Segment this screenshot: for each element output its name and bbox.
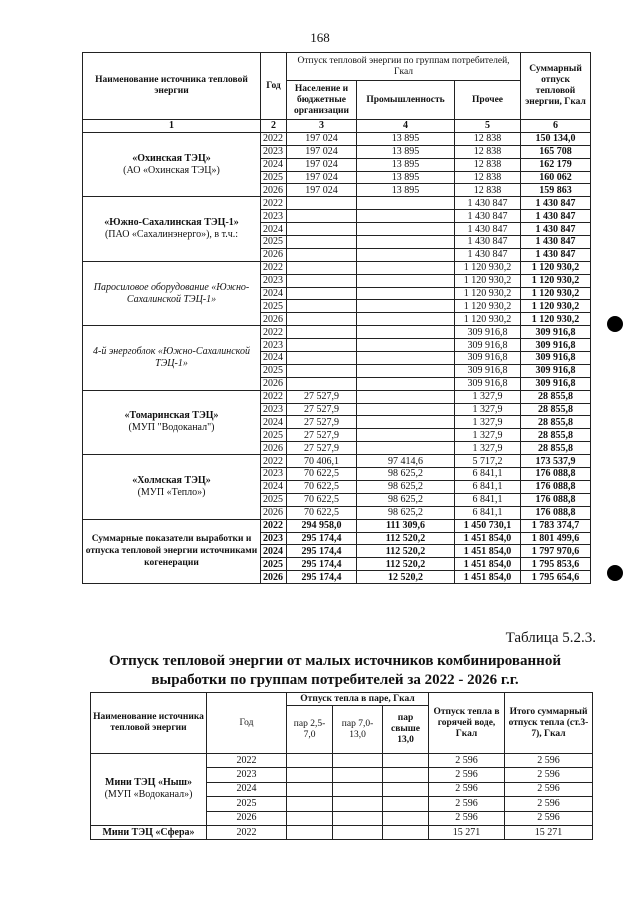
table-row [83,326,591,339]
industry-cell: 13 895 [357,145,455,158]
steam-c-cell [383,825,429,839]
industry-cell [357,313,455,326]
industry-cell: 98 625,2 [357,480,455,493]
year-cell: 2026 [261,442,287,455]
year-cell: 2024 [207,782,287,796]
source-name-cell [91,825,207,839]
total-cell: 2 596 [505,768,593,782]
other-cell: 1 451 854,0 [455,545,521,558]
population-cell: 197 024 [287,158,357,171]
total-cell: 1 120 930,2 [521,300,591,313]
other-cell: 309 916,8 [455,364,521,377]
total-cell: 160 062 [521,171,591,184]
source-subtitle: (МУП "Водоканал") [128,422,215,434]
other-cell: 1 120 930,2 [455,287,521,300]
total-cell: 2 596 [505,811,593,825]
total-cell: 15 271 [505,825,593,839]
population-cell: 197 024 [287,171,357,184]
source-name-cell [83,197,261,261]
total-cell: 162 179 [521,158,591,171]
year-cell: 2026 [207,811,287,825]
population-cell [287,313,357,326]
source-title: «Охинская ТЭЦ» [132,152,211,164]
total-cell: 1 430 847 [521,197,591,210]
total-cell: 165 708 [521,145,591,158]
total-cell: 1 120 930,2 [521,274,591,287]
industry-cell [357,210,455,223]
population-cell [287,210,357,223]
industry-cell [357,416,455,429]
other-cell: 12 838 [455,145,521,158]
industry-cell: 98 625,2 [357,468,455,481]
total-cell: 1 783 374,7 [521,519,591,532]
hot-water-cell: 2 596 [429,811,505,825]
industry-cell: 97 414,6 [357,455,455,468]
other-cell: 1 430 847 [455,223,521,236]
year-cell: 2025 [261,558,287,571]
other-cell: 1 327,9 [455,390,521,403]
population-cell: 27 527,9 [287,442,357,455]
population-cell: 70 406,1 [287,455,357,468]
hot-water-cell: 2 596 [429,782,505,796]
total-cell: 1 120 930,2 [521,261,591,274]
source-subtitle: (МУП «Тепло») [137,486,206,498]
col-index: 1 [83,120,261,133]
col-index: 2 [261,120,287,133]
year-cell: 2024 [261,545,287,558]
other-cell: 12 838 [455,132,521,145]
table-row [83,390,591,403]
steam-c-cell [383,811,429,825]
steam-a-cell [287,768,333,782]
other-cell: 309 916,8 [455,339,521,352]
population-cell [287,236,357,249]
total-cell: 28 855,8 [521,429,591,442]
header-source: Наименование источника тепловой энергии [91,693,207,754]
source-name-cell [83,519,261,583]
industry-cell: 98 625,2 [357,493,455,506]
source-subtitle: (ПАО «Сахалинэнерго»), в т.ч.: [104,229,239,241]
table-row [83,519,591,532]
header-population: Население и бюджетные организации [287,81,357,120]
other-cell: 12 838 [455,171,521,184]
industry-cell: 12 520,2 [357,571,455,584]
steam-a-cell [287,825,333,839]
total-cell: 150 134,0 [521,132,591,145]
population-cell [287,326,357,339]
table-caption-title: Отпуск тепловой энергии от малых источников комбинированной выработки по группам потребителей за 2022 - 2026 г.г. [109,653,561,688]
population-cell: 295 174,4 [287,532,357,545]
col-index: 3 [287,120,357,133]
table-row [83,132,591,145]
other-cell: 6 841,1 [455,506,521,519]
steam-a-cell [287,782,333,796]
total-cell: 1 801 499,6 [521,532,591,545]
total-cell: 1 120 930,2 [521,287,591,300]
industry-cell [357,197,455,210]
source-name-cell [91,754,207,826]
col-index: 5 [455,120,521,133]
year-cell: 2024 [261,416,287,429]
total-cell: 28 855,8 [521,390,591,403]
table-row [83,197,591,210]
year-cell: 2026 [261,184,287,197]
year-cell: 2022 [207,825,287,839]
industry-cell [357,236,455,249]
hot-water-cell: 2 596 [429,754,505,768]
year-cell: 2023 [207,768,287,782]
total-cell: 159 863 [521,184,591,197]
total-cell: 309 916,8 [521,339,591,352]
year-cell: 2023 [261,532,287,545]
header-total: Итого суммарный отпуск тепла (ст.3-7), Гкал [505,693,593,754]
other-cell: 1 451 854,0 [455,532,521,545]
other-cell: 6 841,1 [455,468,521,481]
col-index: 4 [357,120,455,133]
total-cell: 1 430 847 [521,236,591,249]
population-cell: 27 527,9 [287,416,357,429]
year-cell: 2022 [261,326,287,339]
other-cell: 1 430 847 [455,197,521,210]
header-steam-group: Отпуск тепла в паре, Гкал [287,693,429,706]
table-caption-number: Таблица 5.2.3. [505,630,596,646]
year-cell: 2026 [261,571,287,584]
total-cell: 1 430 847 [521,223,591,236]
other-cell: 1 327,9 [455,416,521,429]
population-cell: 70 622,5 [287,468,357,481]
year-cell: 2026 [261,248,287,261]
year-cell: 2026 [261,313,287,326]
total-cell: 1 795 853,6 [521,558,591,571]
industry-cell [357,429,455,442]
population-cell: 27 527,9 [287,390,357,403]
source-name-cell [83,455,261,519]
source-name-cell [83,390,261,454]
total-cell: 28 855,8 [521,403,591,416]
hot-water-cell: 15 271 [429,825,505,839]
industry-cell: 111 309,6 [357,519,455,532]
hot-water-cell: 2 596 [429,768,505,782]
other-cell: 12 838 [455,158,521,171]
year-cell: 2024 [261,352,287,365]
industry-cell [357,326,455,339]
table-row [91,825,593,839]
source-subtitle: (МУП «Водоканал») [104,789,193,801]
steam-b-cell [333,811,383,825]
industry-cell [357,248,455,261]
total-cell: 176 088,8 [521,468,591,481]
source-subtitle: (АО «Охинская ТЭЦ») [123,164,220,176]
other-cell: 1 327,9 [455,403,521,416]
year-cell: 2023 [261,468,287,481]
industry-cell: 13 895 [357,158,455,171]
year-cell: 2022 [261,197,287,210]
population-cell: 197 024 [287,184,357,197]
other-cell: 12 838 [455,184,521,197]
year-cell: 2025 [261,364,287,377]
population-cell: 70 622,5 [287,506,357,519]
header-steam-b: пар 7,0-13,0 [333,706,383,754]
total-cell: 1 120 930,2 [521,313,591,326]
year-cell: 2025 [261,171,287,184]
steam-a-cell [287,797,333,811]
steam-c-cell [383,797,429,811]
industry-cell: 98 625,2 [357,506,455,519]
steam-b-cell [333,768,383,782]
year-cell: 2026 [261,377,287,390]
industry-cell [357,390,455,403]
industry-cell: 13 895 [357,184,455,197]
year-cell: 2022 [261,455,287,468]
header-industry: Промышленность [357,81,455,120]
population-cell: 70 622,5 [287,493,357,506]
other-cell: 1 120 930,2 [455,313,521,326]
other-cell: 1 450 730,1 [455,519,521,532]
header-year: Год [261,53,287,120]
total-cell: 309 916,8 [521,377,591,390]
header-other: Прочее [455,81,521,120]
table-row [83,261,591,274]
year-cell: 2023 [261,210,287,223]
year-cell: 2024 [261,287,287,300]
steam-b-cell [333,825,383,839]
punch-hole-mark [607,565,623,581]
table-row [83,455,591,468]
header-consumer-groups: Отпуск тепловой энергии по группам потребителей, Гкал [287,53,521,81]
population-cell [287,352,357,365]
total-cell: 176 088,8 [521,506,591,519]
total-cell: 176 088,8 [521,493,591,506]
total-cell: 309 916,8 [521,352,591,365]
year-cell: 2025 [261,429,287,442]
population-cell: 27 527,9 [287,403,357,416]
source-name-cell [83,261,261,325]
industry-cell [357,352,455,365]
other-cell: 6 841,1 [455,480,521,493]
year-cell: 2024 [261,480,287,493]
total-cell: 2 596 [505,797,593,811]
industry-cell [357,339,455,352]
source-title: Мини ТЭЦ «Ныш» [105,777,192,789]
population-cell: 295 174,4 [287,545,357,558]
source-title: Мини ТЭЦ «Сфера» [102,826,195,838]
total-cell: 2 596 [505,754,593,768]
source-subtitle: Паросиловое оборудование «Южно-Сахалинской ТЭЦ-1» [93,281,250,305]
total-cell: 173 537,9 [521,455,591,468]
steam-a-cell [287,754,333,768]
population-cell: 295 174,4 [287,571,357,584]
industry-cell [357,364,455,377]
industry-cell: 13 895 [357,171,455,184]
population-cell [287,377,357,390]
year-cell: 2025 [261,236,287,249]
industry-cell: 13 895 [357,132,455,145]
total-cell: 1 797 970,6 [521,545,591,558]
other-cell: 1 120 930,2 [455,274,521,287]
total-cell: 28 855,8 [521,442,591,455]
total-cell: 28 855,8 [521,416,591,429]
punch-hole-mark [607,316,623,332]
other-cell: 1 451 854,0 [455,558,521,571]
population-cell [287,274,357,287]
steam-b-cell [333,797,383,811]
population-cell: 197 024 [287,145,357,158]
other-cell: 309 916,8 [455,352,521,365]
steam-b-cell [333,754,383,768]
other-cell: 1 430 847 [455,248,521,261]
other-cell: 1 430 847 [455,236,521,249]
steam-c-cell [383,754,429,768]
source-name-cell [83,326,261,390]
small-sources-heat-table [90,692,593,840]
other-cell: 1 120 930,2 [455,261,521,274]
population-cell [287,248,357,261]
year-cell: 2025 [261,300,287,313]
year-cell: 2025 [261,493,287,506]
total-cell: 176 088,8 [521,480,591,493]
population-cell: 70 622,5 [287,480,357,493]
total-cell: 1 795 654,6 [521,571,591,584]
other-cell: 309 916,8 [455,326,521,339]
header-year: Год [207,693,287,754]
population-cell [287,339,357,352]
year-cell: 2023 [261,145,287,158]
population-cell [287,261,357,274]
population-cell: 294 958,0 [287,519,357,532]
steam-a-cell [287,811,333,825]
header-total: Суммарный отпуск тепловой энергии, Гкал [521,53,591,120]
year-cell: 2026 [261,506,287,519]
source-subtitle: Суммарные показатели выработки и отпуска тепловой энергии источниками когенерации [85,534,258,569]
industry-cell [357,287,455,300]
total-cell: 309 916,8 [521,326,591,339]
population-cell [287,364,357,377]
year-cell: 2022 [261,132,287,145]
hot-water-cell: 2 596 [429,797,505,811]
header-steam-a: пар 2,5-7,0 [287,706,333,754]
industry-cell: 112 520,2 [357,545,455,558]
population-cell: 295 174,4 [287,558,357,571]
column-index-row [83,120,591,133]
year-cell: 2023 [261,339,287,352]
year-cell: 2022 [207,754,287,768]
page-number: 168 [310,30,330,45]
industry-cell [357,377,455,390]
population-cell [287,223,357,236]
industry-cell [357,261,455,274]
other-cell: 1 120 930,2 [455,300,521,313]
total-cell: 1 430 847 [521,210,591,223]
other-cell: 5 717,2 [455,455,521,468]
population-cell [287,197,357,210]
other-cell: 1 327,9 [455,429,521,442]
header-hot-water: Отпуск тепла в горячей воде, Гкал [429,693,505,754]
year-cell: 2024 [261,158,287,171]
industry-cell [357,223,455,236]
population-cell [287,287,357,300]
other-cell: 6 841,1 [455,493,521,506]
steam-c-cell [383,768,429,782]
header-steam-c: пар свыше 13,0 [383,706,429,754]
source-title: «Южно-Сахалинская ТЭЦ-1» [104,217,239,229]
year-cell: 2024 [261,223,287,236]
year-cell: 2022 [261,519,287,532]
industry-cell: 112 520,2 [357,558,455,571]
year-cell: 2022 [261,390,287,403]
total-cell: 309 916,8 [521,364,591,377]
total-cell: 1 430 847 [521,248,591,261]
industry-cell [357,300,455,313]
year-cell: 2022 [261,261,287,274]
year-cell: 2025 [207,797,287,811]
industry-cell [357,403,455,416]
other-cell: 1 430 847 [455,210,521,223]
year-cell: 2023 [261,403,287,416]
industry-cell [357,442,455,455]
other-cell: 1 327,9 [455,442,521,455]
source-subtitle: 4-й энергоблок «Южно-Сахалинской ТЭЦ-1» [93,345,250,369]
population-cell [287,300,357,313]
population-cell: 197 024 [287,132,357,145]
steam-c-cell [383,782,429,796]
year-cell: 2023 [261,274,287,287]
population-cell: 27 527,9 [287,429,357,442]
source-title: «Томаринская ТЭЦ» [124,410,219,422]
steam-b-cell [333,782,383,796]
total-cell: 2 596 [505,782,593,796]
other-cell: 1 451 854,0 [455,571,521,584]
table-row [91,754,593,768]
col-index: 6 [521,120,591,133]
source-name-cell [83,132,261,196]
industry-cell [357,274,455,287]
heat-supply-cogeneration-table [82,52,591,584]
other-cell: 309 916,8 [455,377,521,390]
source-title: «Холмская ТЭЦ» [132,474,211,486]
header-source: Наименование источника тепловой энергии [83,53,261,120]
industry-cell: 112 520,2 [357,532,455,545]
